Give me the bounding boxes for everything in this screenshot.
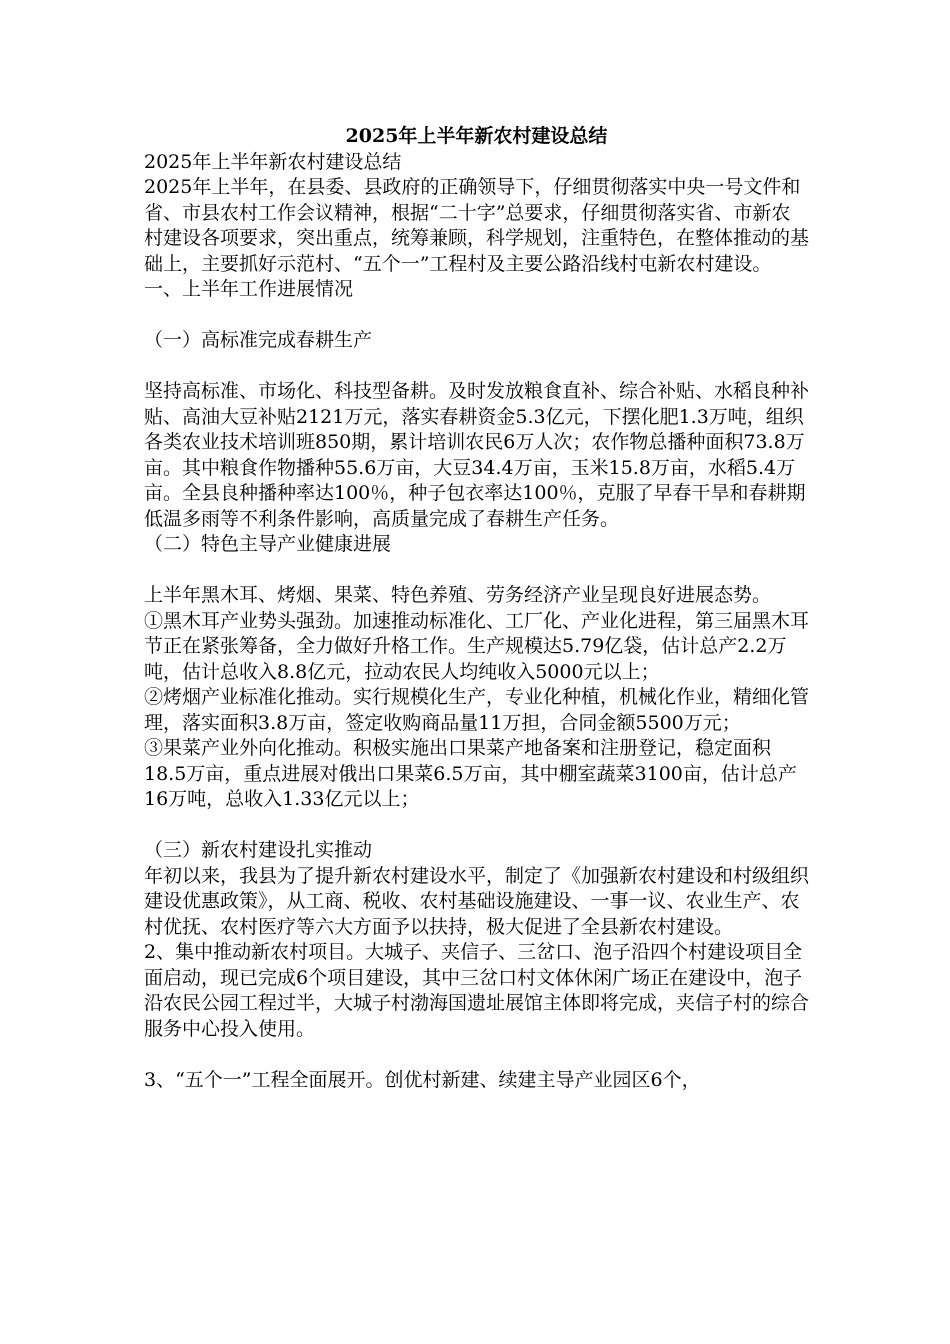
document-body: [144, 124, 809, 1093]
paragraph: 2025年上半年，在县委、县政府的正确领导下，仔细贯彻落实中央一号文件和省、市县农村工作会议精神，根据“二十字”总要求，仔细贯彻落实省、市新农村建设各项要求，突出重点，统筹兼顾，科学规划，注重特色，在整体推动的基础上，主要抓好示范村、“五个一”工程村及主要公路沿线村屯新农村建设。: [144, 176, 810, 275]
paragraph: 一、上半年工作进展情况: [144, 278, 354, 300]
document-title: 2025年上半年新农村建设总结: [345, 125, 608, 147]
paragraph: 坚持高标准、市场化、科技型备耕。及时发放粮食直补、综合补贴、水稻良种补贴、高油大豆补贴2121万元，落实春耕资金5.3亿元，下摆化肥1.3万吨，组织各类农业技术培训班850期，累计培训农民6万人次；农作物总播种面积73.8万亩。其中粮食作物播种55.6万亩，大豆34.4万亩，玉米15.8万亩，水稻5.4万亩。全县良种播种率达100％，种子包衣率达100％，克服了早春干旱和春耕期低温多雨等不利条件影响，高质量完成了春耕生产任务。: [144, 380, 810, 530]
paragraph-list: [144, 150, 809, 1094]
paragraph: ②烤烟产业标准化推动。实行规模化生产，专业化种植，机械化作业，精细化管理，落实面积3.8万亩，签定收购商品量11万担，合同金额5500万元；: [144, 686, 810, 734]
paragraph: 3、“五个一”工程全面展开。创优村新建、续建主导产业园区6个，: [144, 1068, 701, 1091]
paragraph: （一）高标准完成春耕生产: [144, 329, 373, 351]
paragraph: 年初以来，我县为了提升新农村建设水平，制定了《加强新农村建设和村级组织建设优惠政策》，从工商、税收、农村基础设施建设、一事一议、农业生产、农村优抚、农村医疗等六大方面予以扶持，极大促进了全县新农村建设。: [144, 864, 810, 938]
blank-line: [144, 303, 809, 329]
paragraph: （二）特色主导产业健康进展: [144, 533, 392, 555]
blank-line: [144, 558, 809, 584]
paragraph: 2025年上半年新农村建设总结: [144, 150, 402, 173]
paragraph: 上半年黑木耳、烤烟、果菜、特色养殖、劳务经济产业呈现良好进展态势。: [144, 584, 772, 606]
paragraph: ③果菜产业外向化推动。积极实施出口果菜产地备案和注册登记，稳定面积18.5万亩，重点进展对俄出口果菜6.5万亩，其中棚室蔬菜3100亩，估计总产16万吨，总收入1.33亿元以上；: [144, 737, 797, 810]
paragraph: （三）新农村建设扎实推动: [144, 839, 373, 861]
paragraph: ①黑木耳产业势头强劲。加速推动标准化、工厂化、产业化进程，第三届黑木耳节正在紧张筹备，全力做好升格工作。生产规模达5.79亿袋，估计总产2.2万吨，估计总收入8.8亿元，拉动农民人均纯收入5000元以上；: [144, 609, 810, 683]
blank-line: [144, 1042, 809, 1068]
paragraph: 2、集中推动新农村项目。大城子、夹信子、三岔口、泡子沿四个村建设项目全面启动，现已完成6个项目建设，其中三岔口村文体休闲广场正在建设中，泡子沿农民公园工程过半，大城子村渤海国遗址展馆主体即将完成，夹信子村的综合服务中心投入使用。: [144, 941, 810, 1040]
blank-line: [144, 813, 809, 839]
blank-line: [144, 354, 809, 380]
